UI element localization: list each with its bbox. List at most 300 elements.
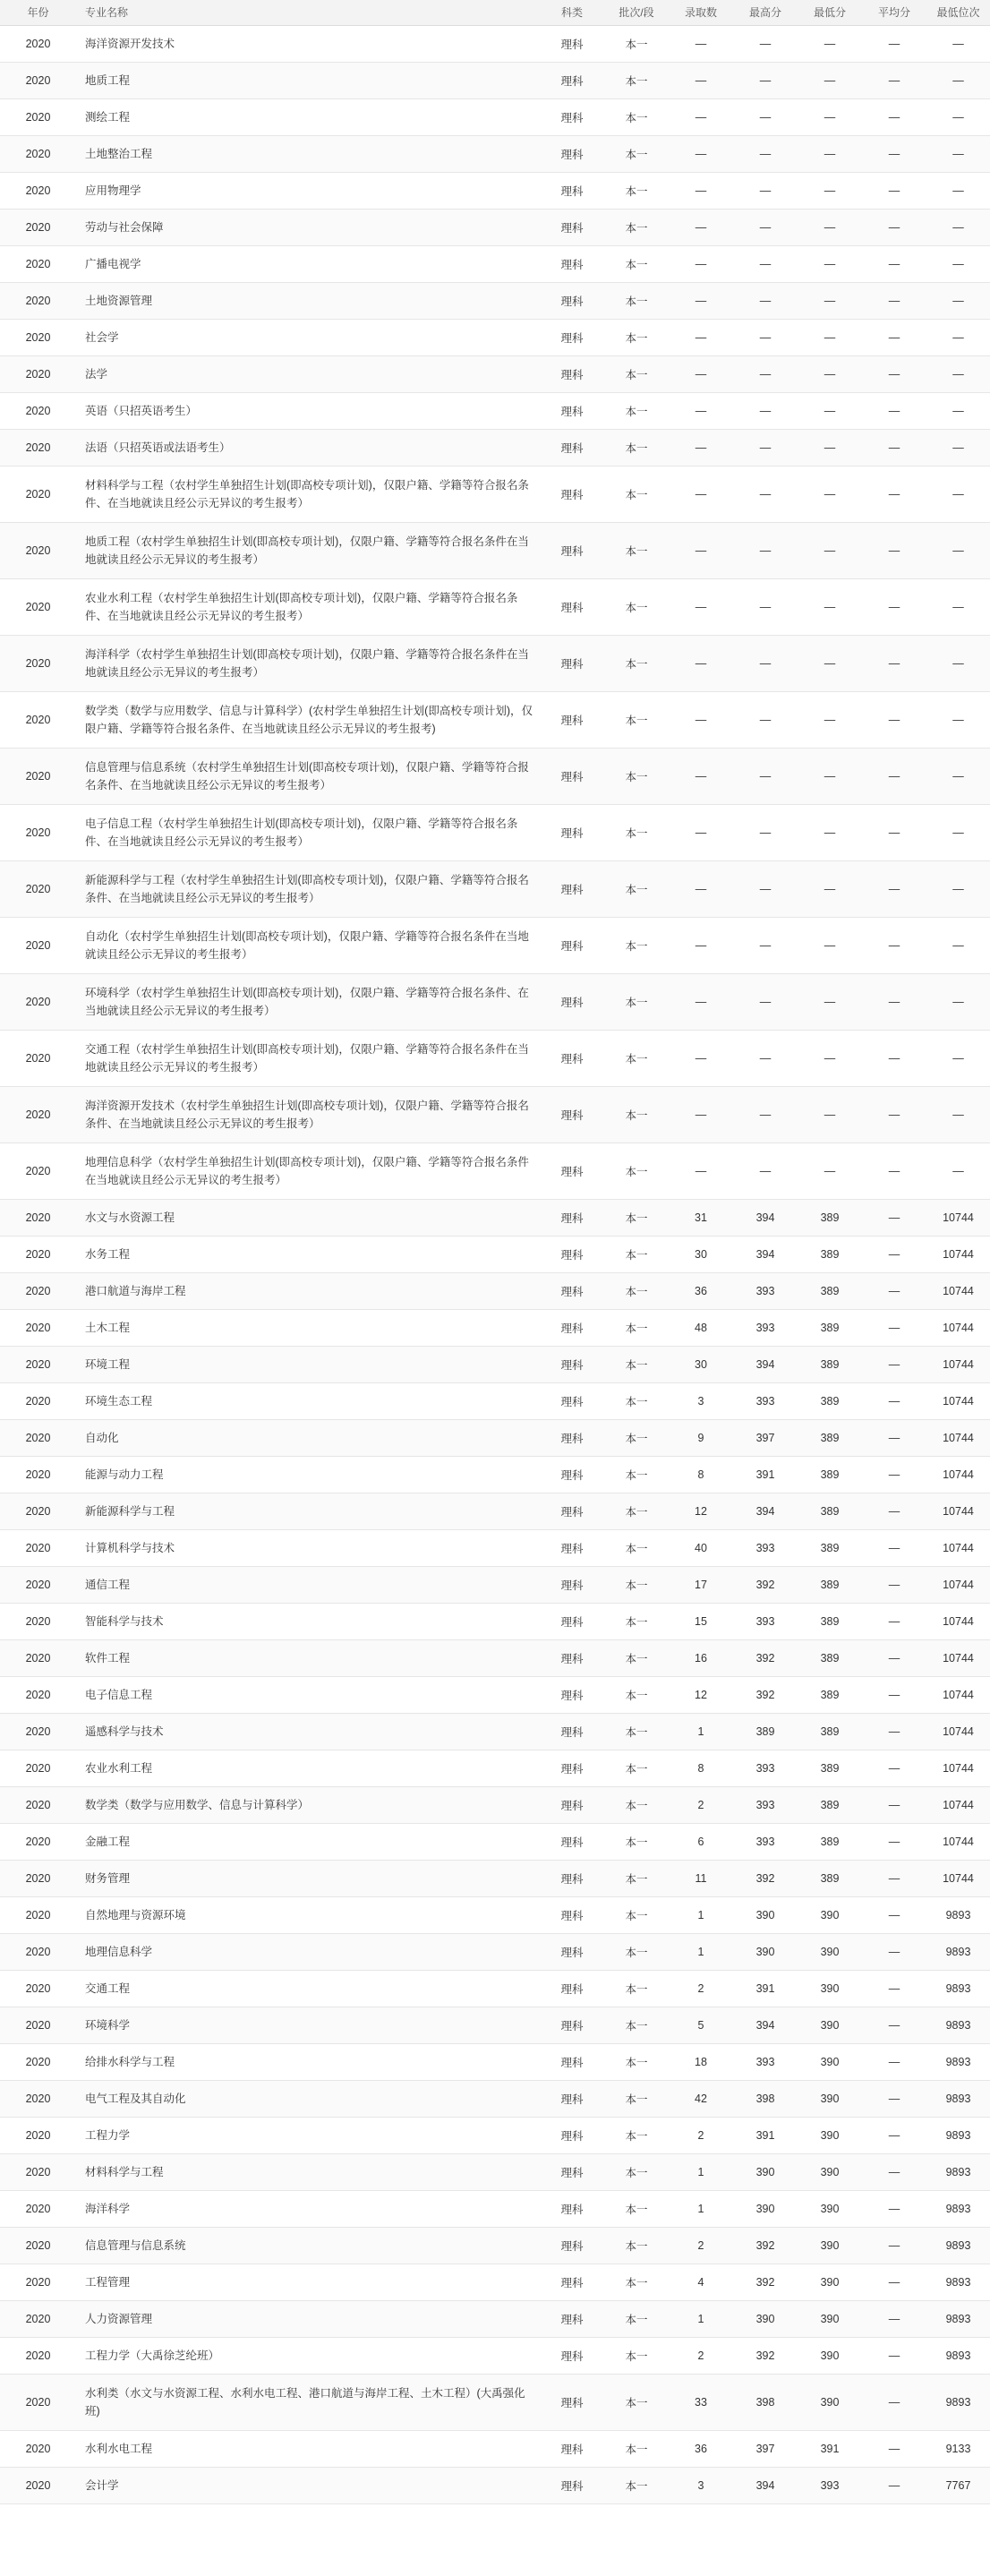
cell-avg-score: — [862, 1143, 926, 1199]
cell-min-rank: 10744 [926, 1199, 990, 1236]
cell-major-name: 新能源科学与工程 [76, 1493, 540, 1529]
cell-year: 2020 [0, 392, 76, 429]
cell-major-name: 财务管理 [76, 1860, 540, 1896]
cell-batch: 本一 [604, 1346, 669, 1382]
cell-avg-score: — [862, 2374, 926, 2430]
cell-min-rank: — [926, 860, 990, 917]
cell-min-rank: — [926, 98, 990, 135]
cell-category: 理科 [540, 62, 604, 98]
table-row [0, 1713, 990, 1750]
table-row [0, 1566, 990, 1603]
cell-admitted-count: — [669, 1143, 733, 1199]
cell-year: 2020 [0, 2043, 76, 2080]
cell-max-score: — [733, 860, 798, 917]
cell-min-rank: 10744 [926, 1272, 990, 1309]
cell-major-name: 环境生态工程 [76, 1382, 540, 1419]
cell-max-score: — [733, 392, 798, 429]
cell-batch: 本一 [604, 1456, 669, 1493]
cell-year: 2020 [0, 2264, 76, 2300]
table-row [0, 2300, 990, 2337]
cell-major-name: 新能源科学与工程（农村学生单独招生计划(即高校专项计划)，仅限户籍、学籍等符合报名条件、在当地就读且经公示无异议的考生报考） [76, 860, 540, 917]
table-row [0, 1639, 990, 1676]
cell-category: 理科 [540, 1529, 604, 1566]
cell-year: 2020 [0, 804, 76, 860]
cell-min-score: 390 [798, 2043, 862, 2080]
cell-category: 理科 [540, 1493, 604, 1529]
cell-category: 理科 [540, 2337, 604, 2374]
cell-year: 2020 [0, 1713, 76, 1750]
cell-major-name: 能源与动力工程 [76, 1456, 540, 1493]
cell-year: 2020 [0, 2430, 76, 2467]
cell-major-name: 人力资源管理 [76, 2300, 540, 2337]
cell-max-score: 394 [733, 2467, 798, 2503]
cell-avg-score: — [862, 1199, 926, 1236]
cell-min-score: 390 [798, 2227, 862, 2264]
cell-category: 理科 [540, 209, 604, 245]
cell-year: 2020 [0, 691, 76, 748]
cell-batch: 本一 [604, 1750, 669, 1786]
table-row [0, 2080, 990, 2117]
cell-max-score: 390 [733, 2190, 798, 2227]
table-body [0, 25, 990, 2503]
cell-year: 2020 [0, 1030, 76, 1086]
cell-min-rank: 10744 [926, 1603, 990, 1639]
cell-avg-score: — [862, 245, 926, 282]
cell-admitted-count: 1 [669, 2153, 733, 2190]
cell-major-name: 电气工程及其自动化 [76, 2080, 540, 2117]
cell-min-score: 390 [798, 2264, 862, 2300]
cell-batch: 本一 [604, 355, 669, 392]
cell-year: 2020 [0, 98, 76, 135]
cell-major-name: 电子信息工程（农村学生单独招生计划(即高校专项计划)，仅限户籍、学籍等符合报名条件、在当地就读且经公示无异议的考生报考） [76, 804, 540, 860]
cell-major-name: 海洋资源开发技术 [76, 25, 540, 62]
cell-max-score: 398 [733, 2080, 798, 2117]
cell-batch: 本一 [604, 1086, 669, 1143]
cell-major-name: 社会学 [76, 319, 540, 355]
cell-year: 2020 [0, 245, 76, 282]
cell-batch: 本一 [604, 1272, 669, 1309]
cell-avg-score: — [862, 62, 926, 98]
cell-year: 2020 [0, 172, 76, 209]
cell-admitted-count: — [669, 25, 733, 62]
table-header [0, 0, 990, 25]
cell-avg-score: — [862, 1566, 926, 1603]
cell-major-name: 工程力学 [76, 2117, 540, 2153]
cell-admitted-count: — [669, 1030, 733, 1086]
cell-batch: 本一 [604, 1030, 669, 1086]
cell-admitted-count: 3 [669, 1382, 733, 1419]
cell-avg-score: — [862, 1603, 926, 1639]
cell-avg-score: — [862, 282, 926, 319]
cell-batch: 本一 [604, 2043, 669, 2080]
cell-major-name: 软件工程 [76, 1639, 540, 1676]
cell-min-rank: 10744 [926, 1419, 990, 1456]
cell-min-rank: 9893 [926, 2007, 990, 2043]
cell-min-score: 389 [798, 1860, 862, 1896]
cell-min-score: 389 [798, 1236, 862, 1272]
header-avg-score: 平均分 [862, 0, 926, 25]
cell-admitted-count: 17 [669, 1566, 733, 1603]
cell-batch: 本一 [604, 172, 669, 209]
cell-year: 2020 [0, 2227, 76, 2264]
cell-admitted-count: 42 [669, 2080, 733, 2117]
table-row [0, 355, 990, 392]
cell-max-score: — [733, 1086, 798, 1143]
cell-min-score: — [798, 392, 862, 429]
cell-max-score: — [733, 522, 798, 578]
cell-category: 理科 [540, 466, 604, 522]
cell-year: 2020 [0, 282, 76, 319]
cell-min-rank: 9893 [926, 2153, 990, 2190]
cell-max-score: 393 [733, 1750, 798, 1786]
cell-batch: 本一 [604, 1896, 669, 1933]
cell-batch: 本一 [604, 1933, 669, 1970]
table-row [0, 1382, 990, 1419]
cell-batch: 本一 [604, 1676, 669, 1713]
cell-batch: 本一 [604, 1970, 669, 2007]
cell-year: 2020 [0, 1086, 76, 1143]
cell-category: 理科 [540, 2227, 604, 2264]
cell-min-rank: 10744 [926, 1309, 990, 1346]
cell-year: 2020 [0, 917, 76, 973]
table-row [0, 1236, 990, 1272]
cell-admitted-count: 3 [669, 2467, 733, 2503]
cell-min-rank: — [926, 1030, 990, 1086]
cell-year: 2020 [0, 2337, 76, 2374]
cell-min-score: — [798, 578, 862, 635]
cell-min-score: 390 [798, 2190, 862, 2227]
cell-max-score: 393 [733, 1309, 798, 1346]
cell-major-name: 给排水科学与工程 [76, 2043, 540, 2080]
table-row [0, 2264, 990, 2300]
cell-major-name: 地理信息科学 [76, 1933, 540, 1970]
cell-category: 理科 [540, 135, 604, 172]
cell-min-score: 390 [798, 1970, 862, 2007]
cell-avg-score: — [862, 2227, 926, 2264]
cell-avg-score: — [862, 804, 926, 860]
cell-admitted-count: — [669, 466, 733, 522]
cell-min-rank: — [926, 319, 990, 355]
cell-max-score: 391 [733, 1970, 798, 2007]
cell-category: 理科 [540, 1933, 604, 1970]
table-row [0, 98, 990, 135]
cell-major-name: 交通工程（农村学生单独招生计划(即高校专项计划)，仅限户籍、学籍等符合报名条件在当地就读且经公示无异议的考生报考） [76, 1030, 540, 1086]
cell-major-name: 农业水利工程 [76, 1750, 540, 1786]
cell-batch: 本一 [604, 209, 669, 245]
cell-min-score: 390 [798, 2117, 862, 2153]
cell-category: 理科 [540, 917, 604, 973]
table-row [0, 917, 990, 973]
cell-batch: 本一 [604, 1199, 669, 1236]
cell-avg-score: — [862, 2080, 926, 2117]
cell-major-name: 数学类（数学与应用数学、信息与计算科学） [76, 1786, 540, 1823]
cell-max-score: 393 [733, 1786, 798, 1823]
cell-admitted-count: 1 [669, 1713, 733, 1750]
cell-category: 理科 [540, 1272, 604, 1309]
cell-min-score: — [798, 1030, 862, 1086]
cell-category: 理科 [540, 2300, 604, 2337]
table-row [0, 2467, 990, 2503]
cell-category: 理科 [540, 2264, 604, 2300]
cell-avg-score: — [862, 2300, 926, 2337]
cell-admitted-count: 12 [669, 1493, 733, 1529]
table-row [0, 1786, 990, 1823]
cell-min-score: — [798, 860, 862, 917]
cell-year: 2020 [0, 1786, 76, 1823]
cell-max-score: 393 [733, 2043, 798, 2080]
cell-min-score: — [798, 748, 862, 804]
cell-max-score: 391 [733, 1456, 798, 1493]
cell-admitted-count: 30 [669, 1236, 733, 1272]
cell-min-score: 390 [798, 2153, 862, 2190]
cell-min-score: 389 [798, 1786, 862, 1823]
cell-avg-score: — [862, 1346, 926, 1382]
cell-admitted-count: 6 [669, 1823, 733, 1860]
cell-max-score: 392 [733, 2264, 798, 2300]
cell-admitted-count: — [669, 748, 733, 804]
header-major-name: 专业名称 [76, 0, 540, 25]
cell-admitted-count: — [669, 522, 733, 578]
table-row [0, 578, 990, 635]
cell-max-score: — [733, 172, 798, 209]
cell-admitted-count: 2 [669, 2227, 733, 2264]
cell-min-score: 389 [798, 1566, 862, 1603]
cell-min-rank: — [926, 62, 990, 98]
cell-min-score: — [798, 917, 862, 973]
cell-max-score: — [733, 98, 798, 135]
cell-category: 理科 [540, 2080, 604, 2117]
cell-max-score: 390 [733, 2153, 798, 2190]
cell-category: 理科 [540, 392, 604, 429]
cell-major-name: 土地资源管理 [76, 282, 540, 319]
cell-max-score: 393 [733, 1603, 798, 1639]
cell-min-score: 389 [798, 1456, 862, 1493]
cell-min-score: 389 [798, 1676, 862, 1713]
cell-min-rank: 9893 [926, 2337, 990, 2374]
cell-admitted-count: 2 [669, 2337, 733, 2374]
cell-min-score: — [798, 429, 862, 466]
table-row [0, 25, 990, 62]
cell-avg-score: — [862, 355, 926, 392]
cell-admitted-count: — [669, 282, 733, 319]
cell-year: 2020 [0, 1419, 76, 1456]
table-row [0, 135, 990, 172]
cell-batch: 本一 [604, 1529, 669, 1566]
cell-avg-score: — [862, 1933, 926, 1970]
cell-max-score: 394 [733, 1346, 798, 1382]
cell-year: 2020 [0, 1309, 76, 1346]
cell-admitted-count: — [669, 973, 733, 1030]
cell-year: 2020 [0, 2080, 76, 2117]
cell-min-score: 390 [798, 2300, 862, 2337]
cell-major-name: 环境科学（农村学生单独招生计划(即高校专项计划)，仅限户籍、学籍等符合报名条件、在当地就读且经公示无异议的考生报考） [76, 973, 540, 1030]
cell-min-score: — [798, 62, 862, 98]
table-row [0, 973, 990, 1030]
cell-year: 2020 [0, 1676, 76, 1713]
cell-min-rank: — [926, 392, 990, 429]
cell-year: 2020 [0, 1639, 76, 1676]
cell-batch: 本一 [604, 860, 669, 917]
cell-category: 理科 [540, 172, 604, 209]
cell-year: 2020 [0, 2300, 76, 2337]
table-row [0, 1493, 990, 1529]
cell-max-score: — [733, 691, 798, 748]
cell-avg-score: — [862, 691, 926, 748]
cell-min-rank: 9893 [926, 2190, 990, 2227]
cell-major-name: 测绘工程 [76, 98, 540, 135]
cell-min-score: 390 [798, 2374, 862, 2430]
cell-major-name: 电子信息工程 [76, 1676, 540, 1713]
cell-year: 2020 [0, 1346, 76, 1382]
cell-category: 理科 [540, 355, 604, 392]
cell-batch: 本一 [604, 578, 669, 635]
cell-year: 2020 [0, 1566, 76, 1603]
cell-batch: 本一 [604, 1823, 669, 1860]
cell-min-rank: — [926, 804, 990, 860]
cell-min-rank: — [926, 172, 990, 209]
cell-max-score: 389 [733, 1713, 798, 1750]
cell-major-name: 工程力学（大禹徐芝纶班） [76, 2337, 540, 2374]
cell-min-rank: — [926, 635, 990, 691]
cell-admitted-count: 8 [669, 1750, 733, 1786]
cell-max-score: — [733, 578, 798, 635]
cell-batch: 本一 [604, 25, 669, 62]
cell-year: 2020 [0, 1456, 76, 1493]
cell-batch: 本一 [604, 2264, 669, 2300]
cell-batch: 本一 [604, 1713, 669, 1750]
cell-avg-score: — [862, 1493, 926, 1529]
cell-major-name: 通信工程 [76, 1566, 540, 1603]
cell-avg-score: — [862, 1823, 926, 1860]
cell-avg-score: — [862, 917, 926, 973]
cell-major-name: 农业水利工程（农村学生单独招生计划(即高校专项计划)，仅限户籍、学籍等符合报名条件、在当地就读且经公示无异议的考生报考） [76, 578, 540, 635]
cell-min-rank: — [926, 748, 990, 804]
cell-category: 理科 [540, 25, 604, 62]
cell-avg-score: — [862, 1970, 926, 2007]
cell-year: 2020 [0, 2007, 76, 2043]
cell-min-score: 391 [798, 2430, 862, 2467]
cell-batch: 本一 [604, 1566, 669, 1603]
cell-major-name: 英语（只招英语考生） [76, 392, 540, 429]
table-row [0, 1199, 990, 1236]
cell-min-rank: 10744 [926, 1566, 990, 1603]
header-min-rank: 最低位次 [926, 0, 990, 25]
cell-year: 2020 [0, 429, 76, 466]
cell-min-rank: 9893 [926, 1933, 990, 1970]
cell-admitted-count: 33 [669, 2374, 733, 2430]
cell-avg-score: — [862, 578, 926, 635]
cell-batch: 本一 [604, 2117, 669, 2153]
cell-min-score: 389 [798, 1529, 862, 1566]
cell-year: 2020 [0, 2153, 76, 2190]
cell-admitted-count: — [669, 578, 733, 635]
cell-year: 2020 [0, 2190, 76, 2227]
cell-max-score: — [733, 319, 798, 355]
cell-major-name: 信息管理与信息系统（农村学生单独招生计划(即高校专项计划)，仅限户籍、学籍等符合报名条件、在当地就读且经公示无异议的考生报考） [76, 748, 540, 804]
cell-batch: 本一 [604, 1309, 669, 1346]
cell-major-name: 智能科学与技术 [76, 1603, 540, 1639]
cell-category: 理科 [540, 1970, 604, 2007]
cell-batch: 本一 [604, 245, 669, 282]
cell-admitted-count: — [669, 355, 733, 392]
cell-max-score: 392 [733, 2227, 798, 2264]
cell-major-name: 水务工程 [76, 1236, 540, 1272]
table-row [0, 1603, 990, 1639]
cell-max-score: 390 [733, 2300, 798, 2337]
cell-batch: 本一 [604, 98, 669, 135]
table-row [0, 522, 990, 578]
cell-major-name: 材料科学与工程 [76, 2153, 540, 2190]
cell-year: 2020 [0, 860, 76, 917]
cell-year: 2020 [0, 1143, 76, 1199]
cell-min-score: — [798, 691, 862, 748]
table-row [0, 2043, 990, 2080]
cell-major-name: 自然地理与资源环境 [76, 1896, 540, 1933]
cell-admitted-count: — [669, 62, 733, 98]
cell-min-rank: — [926, 522, 990, 578]
cell-year: 2020 [0, 1823, 76, 1860]
cell-min-score: — [798, 245, 862, 282]
cell-admitted-count: 1 [669, 2190, 733, 2227]
cell-batch: 本一 [604, 2080, 669, 2117]
cell-min-score: — [798, 319, 862, 355]
cell-max-score: — [733, 282, 798, 319]
cell-avg-score: — [862, 1309, 926, 1346]
cell-admitted-count: 2 [669, 1786, 733, 1823]
cell-max-score: 391 [733, 2117, 798, 2153]
cell-avg-score: — [862, 2264, 926, 2300]
cell-major-name: 计算机科学与技术 [76, 1529, 540, 1566]
table-row [0, 1529, 990, 1566]
cell-admitted-count: 40 [669, 1529, 733, 1566]
cell-max-score: — [733, 748, 798, 804]
cell-max-score: 392 [733, 1566, 798, 1603]
cell-major-name: 金融工程 [76, 1823, 540, 1860]
cell-admitted-count: — [669, 804, 733, 860]
table-row [0, 319, 990, 355]
cell-admitted-count: 11 [669, 1860, 733, 1896]
cell-min-rank: 10744 [926, 1493, 990, 1529]
cell-batch: 本一 [604, 2467, 669, 2503]
cell-min-score: — [798, 635, 862, 691]
cell-admitted-count: — [669, 209, 733, 245]
cell-batch: 本一 [604, 1860, 669, 1896]
cell-min-score: 389 [798, 1750, 862, 1786]
cell-major-name: 遥感科学与技术 [76, 1713, 540, 1750]
cell-max-score: 392 [733, 1639, 798, 1676]
cell-min-rank: 10744 [926, 1382, 990, 1419]
cell-year: 2020 [0, 1896, 76, 1933]
cell-min-score: 389 [798, 1382, 862, 1419]
cell-year: 2020 [0, 209, 76, 245]
cell-category: 理科 [540, 1030, 604, 1086]
cell-category: 理科 [540, 282, 604, 319]
cell-avg-score: — [862, 1456, 926, 1493]
cell-year: 2020 [0, 1603, 76, 1639]
cell-year: 2020 [0, 1529, 76, 1566]
cell-admitted-count: — [669, 917, 733, 973]
cell-batch: 本一 [604, 2227, 669, 2264]
cell-max-score: — [733, 135, 798, 172]
cell-avg-score: — [862, 1382, 926, 1419]
cell-year: 2020 [0, 2117, 76, 2153]
cell-admitted-count: — [669, 135, 733, 172]
cell-year: 2020 [0, 635, 76, 691]
cell-year: 2020 [0, 1272, 76, 1309]
cell-admitted-count: 15 [669, 1603, 733, 1639]
cell-max-score: — [733, 635, 798, 691]
cell-min-score: 389 [798, 1493, 862, 1529]
